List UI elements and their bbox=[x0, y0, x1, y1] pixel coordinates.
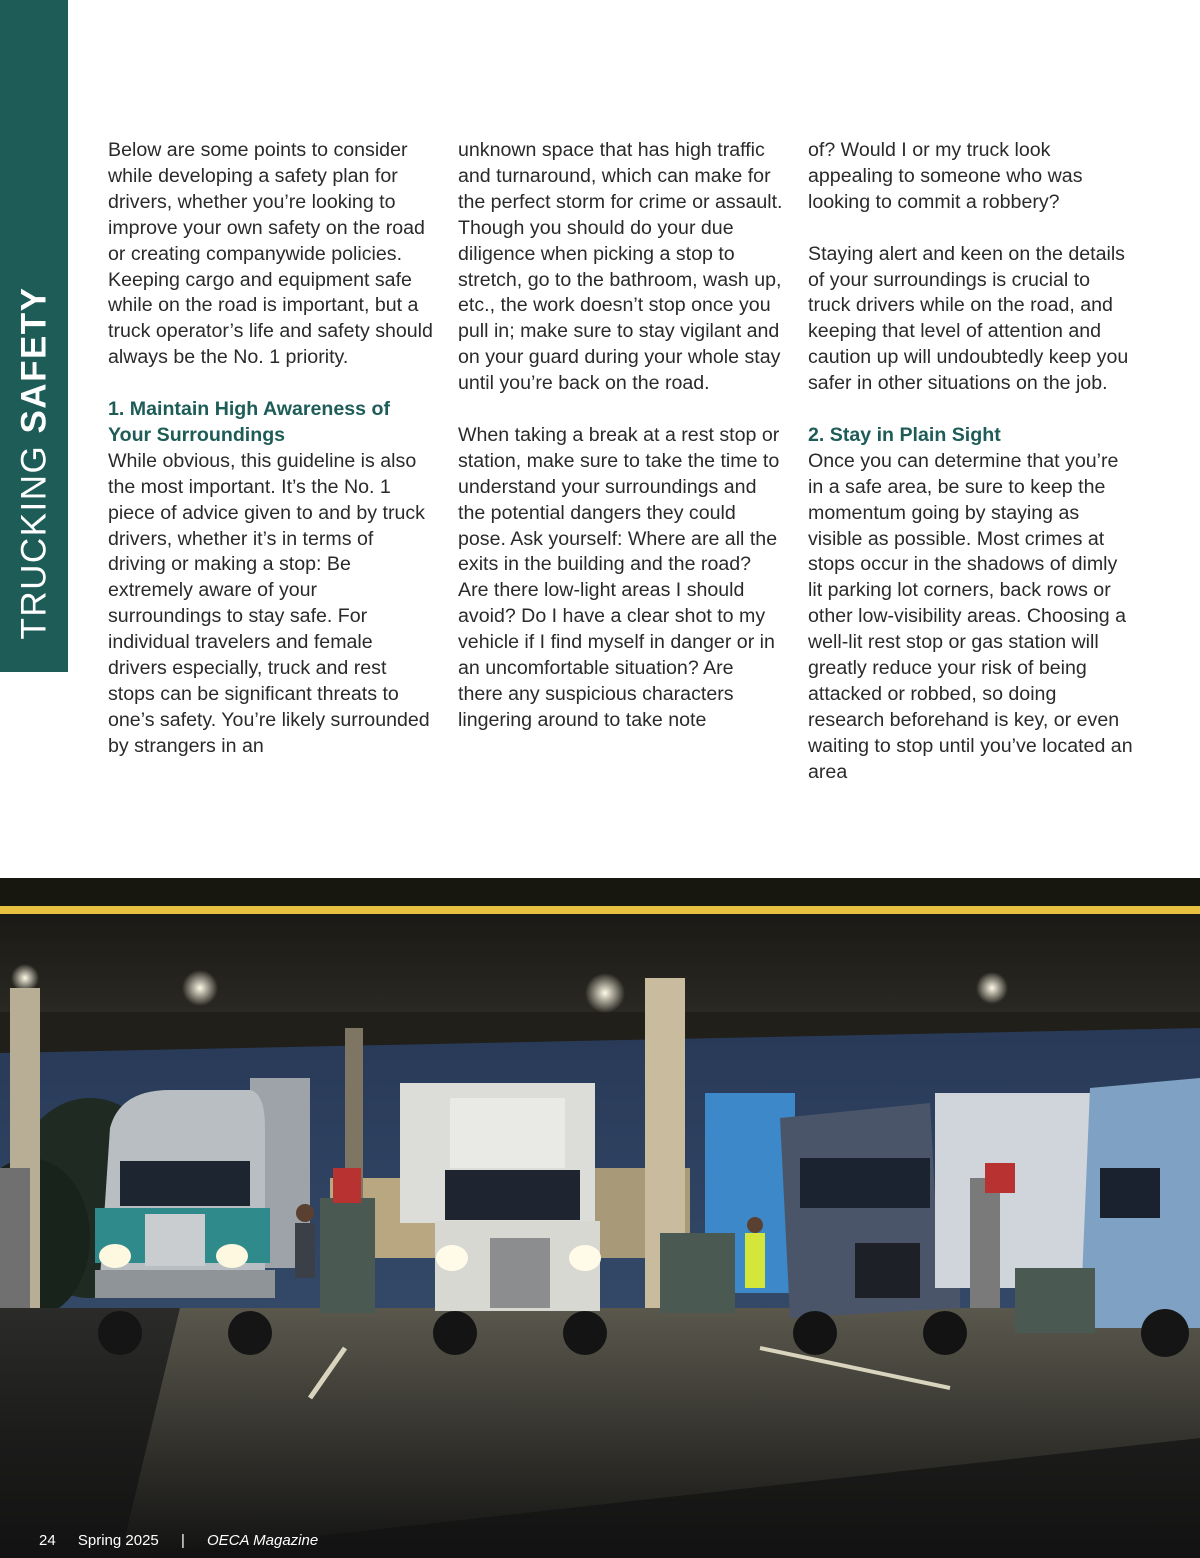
rest-stop-paragraph-continued: of? Would I or my truck look appealing to someone who was looking to commit a robbery? bbox=[808, 139, 1083, 213]
awareness-paragraph: While obvious, this guideline is also the most important. It’s the No. 1 piece of advice given to and by truck drivers, whether it’s in terms of driving or making a stop: Be extremely aware of your surroundings to stay safe. For individual travelers and female drivers especially, truck and rest stops can be significant threats to one’s safety. You’re likely surrounded by strangers in an bbox=[108, 449, 430, 757]
awareness-paragraph-continued: unknown space that has high traffic and turnaround, which can make for the perfect storm for crime or assault. Though you should do your due diligence when picking a stop to stretch, go to the bathroom, wash up, etc., the work doesn’t stop once you pull in; make sure to stay vigilant and on your guard during your whole stay until you’re back on the road. bbox=[458, 139, 783, 395]
heading-awareness: 1. Maintain High Awareness of Your Surroundings bbox=[108, 398, 390, 446]
issue-date: Spring 2025 bbox=[77, 1532, 159, 1549]
column-3 bbox=[808, 138, 1133, 786]
section-label-light: TRUCKING bbox=[14, 433, 54, 640]
column-2 bbox=[458, 138, 783, 734]
intro-paragraph: Below are some points to consider while developing a safety plan for drivers, whether you’re looking to improve your own safety on the road or creating companywide policies. Keeping cargo and equipment safe while on the road is important, but a truck operator’s life and safety should always be the No. 1 priority. bbox=[108, 139, 433, 369]
alert-paragraph: Staying alert and keen on the details of your surroundings is crucial to truck drivers while on the road, and keeping that level of attention and caution up will undoubtedly keep you safer in other situations on the job. bbox=[808, 242, 1129, 395]
section-tab bbox=[0, 0, 68, 672]
truck-stop-photo bbox=[0, 878, 1200, 1558]
footer-separator: | bbox=[180, 1532, 185, 1549]
page-footer bbox=[39, 1532, 336, 1549]
rest-stop-paragraph: When taking a break at a rest stop or station, make sure to take the time to understand your surroundings and the potential dangers they could pose. Ask yourself: Where are all the exits in the building and the road? Are there low-light areas I should avoid? Do I have a clear shot to my vehicle if I find myself in danger or in an uncomfortable situation? Are there any suspicious characters lingering around to take note bbox=[458, 423, 780, 731]
page-number: 24 bbox=[39, 1532, 56, 1549]
section-label-bold: SAFETY bbox=[14, 286, 54, 434]
section-label bbox=[14, 286, 54, 640]
publication-name: OECA Magazine bbox=[207, 1532, 319, 1549]
heading-plain-sight: 2. Stay in Plain Sight bbox=[808, 423, 1001, 446]
column-1 bbox=[108, 138, 433, 760]
plain-sight-paragraph: Once you can determine that you’re in a safe area, be sure to keep the momentum going by staying as visible as possible. Most crimes at stops occur in the shadows of dimly lit parking lot corners, back rows or other low-visibility areas. Choosing a well-lit rest stop or gas station will greatly reduce your risk of being attacked or robbed, so doing research beforehand is key, or even waiting to stop until you’ve located an area bbox=[808, 449, 1133, 783]
